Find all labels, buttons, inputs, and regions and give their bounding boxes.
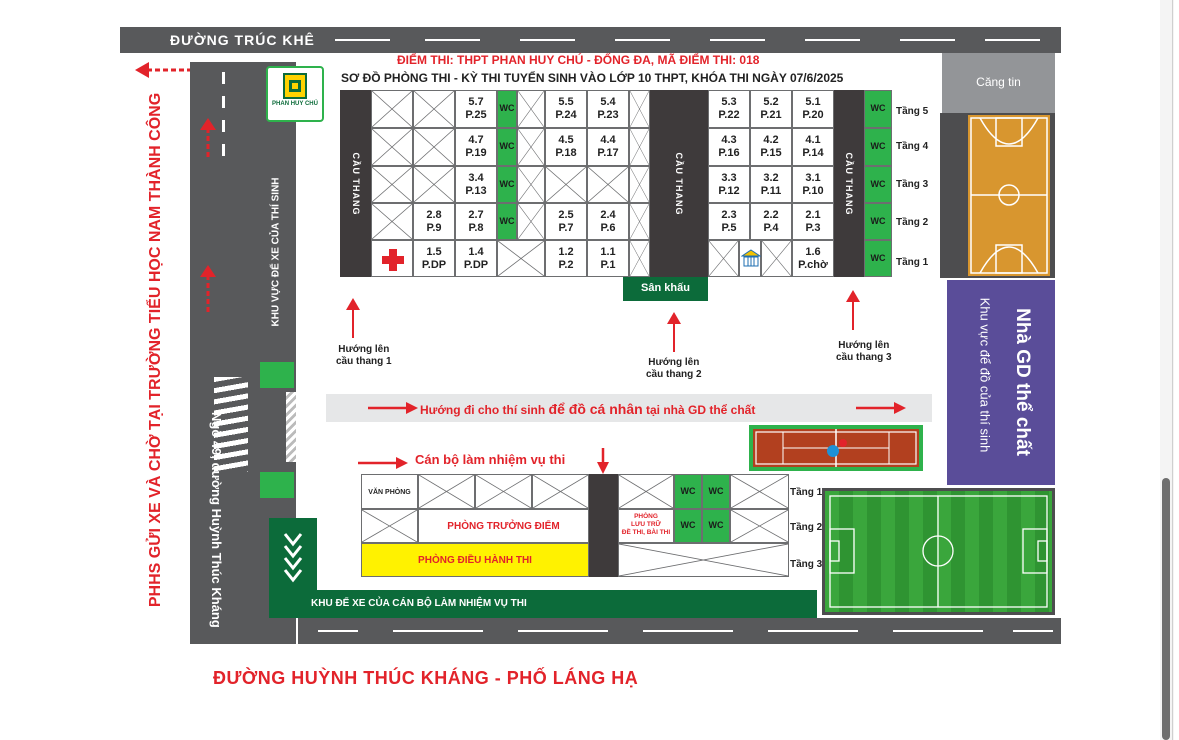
wc-block: WC (864, 90, 892, 128)
admin-floor-2-label: Tầng 2 (790, 522, 823, 533)
crossed-room (730, 474, 789, 509)
room-2-3: 2.3 P.5 (708, 203, 750, 240)
wc-block: WC (497, 90, 517, 128)
room-2-2: 2.2 P.4 (750, 203, 792, 240)
exam-control-room: PHÒNG ĐIỀU HÀNH THI (361, 543, 589, 577)
gym-title: Nhà GD thể chất (1012, 308, 1033, 456)
floor-1-label: Tầng 1 (896, 257, 929, 268)
room-3-3: 3.3 P.12 (708, 166, 750, 203)
crossed-room (708, 240, 739, 277)
right-edge-line (1172, 0, 1173, 740)
wc-block: WC (864, 166, 892, 203)
building-emblem-icon (741, 249, 761, 269)
room-3-4: 3.4 P.13 (455, 166, 497, 203)
crossed-room (418, 474, 475, 509)
crossed-room (371, 203, 413, 240)
room-5-7: 5.7 P.25 (455, 90, 497, 128)
room-3-1: 3.1 P.10 (792, 166, 834, 203)
header-line1: ĐIỂM THI: THPT PHAN HUY CHÚ - ĐỐNG ĐA, MÃ ĐIỂM THI: 018 (397, 53, 760, 67)
wc-block: WC (674, 509, 702, 543)
crossed-room (517, 203, 545, 240)
crossed-room (517, 166, 545, 203)
canteen-label: Căng tin (976, 75, 1021, 89)
room-5-4: 5.4 P.23 (587, 90, 629, 128)
principal-room: PHÒNG TRƯỞNG ĐIỂM (418, 509, 589, 543)
school-logo (266, 66, 324, 122)
wc-block: WC (702, 509, 730, 543)
stair-1-direction: Hướng lên cầu thang 1 (336, 344, 392, 367)
crossed-room (629, 203, 650, 240)
wc-block: WC (497, 128, 517, 166)
road-up-arrow-icon (200, 265, 216, 315)
football-field (822, 488, 1055, 615)
room-4-7: 4.7 P.19 (455, 128, 497, 166)
crossed-room (361, 509, 418, 543)
storage-room: PHÒNG LƯU TRỮ ĐỀ THI, BÀI THI (618, 509, 674, 543)
staircase-1: CẦU THANG (340, 90, 371, 277)
room-1-2: 1.2 P.2 (545, 240, 587, 277)
crossed-room (730, 509, 789, 543)
bottom-road (298, 618, 1061, 644)
crossed-room (545, 166, 587, 203)
logo-text: PHAN HUY CHÚ (272, 101, 318, 107)
stair-3-up-arrow-icon (845, 290, 861, 330)
room-5-3: 5.3 P.22 (708, 90, 750, 128)
room-4-5: 4.5 P.18 (545, 128, 587, 166)
crossed-room (371, 166, 413, 203)
parents-parking-area (140, 92, 172, 608)
wc-block: WC (864, 240, 892, 277)
wc-block: WC (674, 474, 702, 509)
room-4-1: 4.1 P.14 (792, 128, 834, 166)
staff-label: Cán bộ làm nhiệm vụ thi (415, 452, 566, 467)
ngo49-label: Ngõ 49, đường Huỳnh Thúc Kháng (209, 412, 224, 628)
crossed-room (371, 90, 413, 128)
stage-label: Sân khấu (641, 282, 690, 294)
crossed-room (629, 240, 650, 277)
staff-parking-strip (269, 590, 817, 618)
admin-floor-3-label: Tầng 3 (790, 559, 823, 570)
chevron-down-icon (283, 532, 303, 584)
room-1-1: 1.1 P.1 (587, 240, 629, 277)
stair-1-up-arrow-icon (345, 298, 361, 338)
student-parking-label: KHU VỰC ĐỂ XE CỦA THÍ SINH (270, 177, 282, 327)
room-2-8: 2.8 P.9 (413, 203, 455, 240)
room-2-7: 2.7 P.8 (455, 203, 497, 240)
crossed-room (497, 240, 545, 277)
truc-khe-road (120, 27, 1061, 53)
floor-3-label: Tầng 3 (896, 179, 929, 190)
room-1-4: 1.4 P.DP (455, 240, 497, 277)
staircase-3: CẦU THANG (834, 90, 864, 277)
room-4-2: 4.2 P.15 (750, 128, 792, 166)
crossed-room (413, 128, 455, 166)
floor-2-label: Tầng 2 (896, 217, 929, 228)
crossed-room (371, 128, 413, 166)
room-2-5: 2.5 P.7 (545, 203, 587, 240)
crossed-room (618, 474, 674, 509)
tennis-court-icon (753, 429, 919, 467)
basketball-court (940, 113, 1055, 278)
canteen (942, 53, 1055, 113)
staff-arrow-icon (358, 456, 408, 470)
stair-2-up-arrow-icon (666, 312, 682, 352)
office-room: VĂN PHÒNG (361, 474, 418, 509)
wc-block: WC (702, 474, 730, 509)
staircase-2: CẦU THANG (650, 90, 708, 277)
room-1-5: 1.5 P.DP (413, 240, 455, 277)
admin-staircase (589, 474, 618, 577)
crossed-room (517, 90, 545, 128)
parents-parking-label: PHHS GỬI XE VÀ CHỜ TẠI TRƯỜNG TIỂU HỌC NAM THÀNH CÔNG (147, 92, 164, 608)
crossed-room (532, 474, 589, 509)
direction-band (326, 394, 932, 422)
crossed-room (413, 166, 455, 203)
room-5-5: 5.5 P.24 (545, 90, 587, 128)
medical-cross-icon (381, 248, 405, 272)
scrollbar-thumb[interactable] (1162, 478, 1170, 740)
admin-floor-1-label: Tầng 1 (790, 487, 823, 498)
wc-block: WC (864, 128, 892, 166)
staff-parking-label: KHU ĐỂ XE CỦA CÁN BỘ LÀM NHIỆM VỤ THI (311, 598, 527, 609)
room-2-1: 2.1 P.3 (792, 203, 834, 240)
room-5-1: 5.1 P.20 (792, 90, 834, 128)
crossed-room (629, 90, 650, 128)
crossed-room (517, 128, 545, 166)
crossed-room (618, 543, 789, 577)
truc-khe-label: ĐƯỜNG TRÚC KHÊ (170, 32, 315, 48)
football-field-icon (825, 491, 1052, 612)
gym-building (947, 280, 1055, 485)
room-2-4: 2.4 P.6 (587, 203, 629, 240)
room-1-6: 1.6 P.chờ (792, 240, 834, 277)
staff-down-arrow-icon (596, 448, 610, 474)
council-room (739, 240, 761, 277)
crossed-room (629, 128, 650, 166)
wc-block: WC (497, 203, 517, 240)
header-line2: SƠ ĐỒ PHÒNG THI - KỲ THI TUYỂN SINH VÀO LỚP 10 THPT, KHÓA THI NGÀY 07/6/2025 (341, 71, 844, 85)
left-arrow-icon (135, 60, 190, 80)
floor-4-label: Tầng 4 (896, 141, 929, 152)
crossed-room (587, 166, 629, 203)
room-3-2: 3.2 P.11 (750, 166, 792, 203)
direction-arrow-icon (856, 401, 906, 415)
crossed-room (413, 90, 455, 128)
room-4-3: 4.3 P.16 (708, 128, 750, 166)
huynh-thuc-khang-label: ĐƯỜNG HUỲNH THÚC KHÁNG - PHỐ LÁNG HẠ (213, 668, 639, 688)
room-4-4: 4.4 P.17 (587, 128, 629, 166)
basketball-court-icon (968, 115, 1050, 276)
direction-arrow-icon (368, 401, 418, 415)
floor-5-label: Tầng 5 (896, 106, 929, 117)
wc-block: WC (497, 166, 517, 203)
room-5-2: 5.2 P.21 (750, 90, 792, 128)
direction-text: Hướng đi cho thí sinh để đồ cá nhân tại nhà GD thể chất (420, 401, 756, 417)
stage (623, 277, 708, 301)
wc-block: WC (864, 203, 892, 240)
school-logo-icon (283, 73, 307, 99)
crossed-room (761, 240, 792, 277)
stair-2-direction: Hướng lên cầu thang 2 (646, 357, 702, 380)
crossed-room (475, 474, 532, 509)
road-up-arrow-icon (200, 118, 216, 158)
medical-room (371, 240, 413, 277)
stair-3-direction: Hướng lên cầu thang 3 (836, 340, 892, 363)
tennis-court (749, 425, 923, 471)
crossed-room (629, 166, 650, 203)
gym-subtitle: Khu vực để đồ của thí sinh (977, 297, 993, 453)
